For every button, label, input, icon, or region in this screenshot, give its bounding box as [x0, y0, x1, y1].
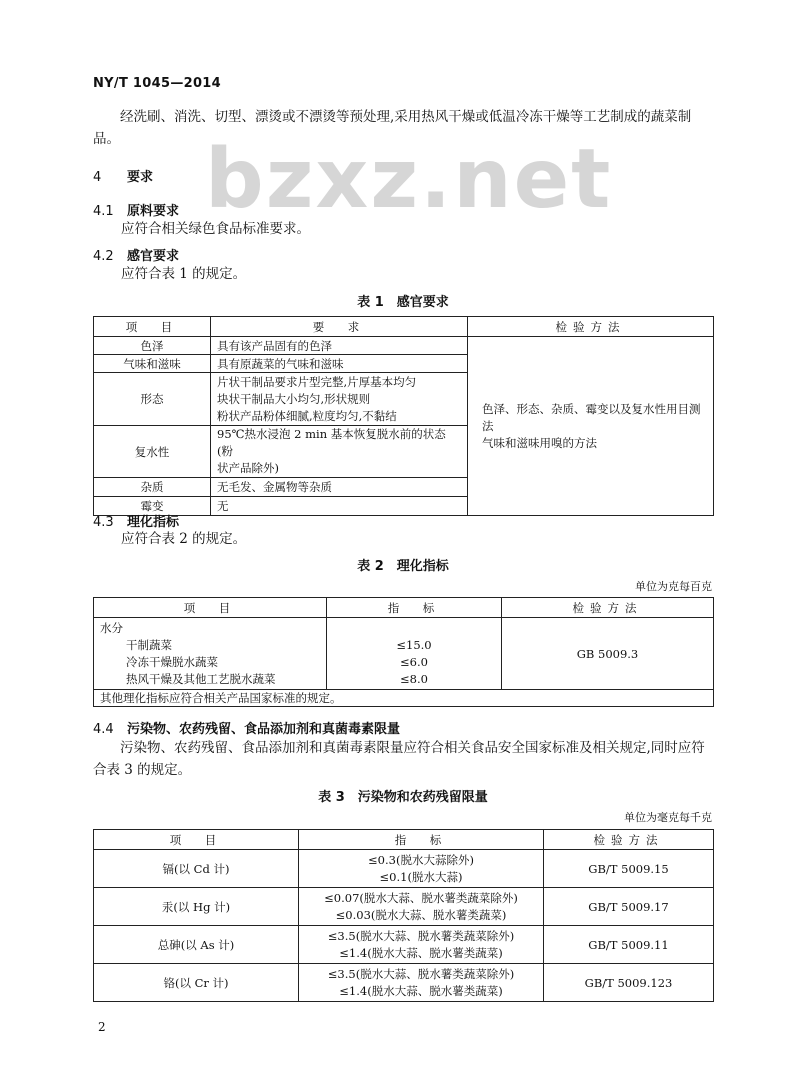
t3-row-method: GB/T 5009.17	[544, 888, 714, 926]
table-3-caption: 表 3 污染物和农药残留限量	[318, 790, 488, 805]
t2-moisture-values: ≤15.0 ≤6.0 ≤8.0	[327, 618, 502, 690]
t1-row-item: 形态	[94, 373, 211, 426]
section-4-3-heading: 4.3 理化指标	[93, 515, 180, 530]
t3-row-method: GB/T 5009.15	[544, 850, 714, 888]
t1-row-req: 片状干制品要求片型完整,片厚基本均匀 块状干制品大小均匀,形状规则 粉状产品粉体细腻,粒度均匀,不黏结	[211, 373, 468, 426]
t1-row-req: 无	[211, 497, 468, 516]
t1-row-item: 复水性	[94, 426, 211, 478]
table-1-caption: 表 1 感官要求	[357, 295, 449, 310]
t3-header-method: 检验方法	[544, 830, 714, 850]
t2-note: 其他理化指标应符合相关产品国家标准的规定。	[94, 690, 714, 707]
t1-row-item: 色泽	[94, 337, 211, 355]
table-3-contaminants	[93, 829, 714, 1002]
page-number: 2	[98, 1020, 106, 1034]
standard-number-header: NY/T 1045—2014	[93, 76, 221, 91]
t2-header-item: 项 目	[94, 598, 327, 618]
t1-row-item: 霉变	[94, 497, 211, 516]
section-4-4-heading: 4.4 污染物、农药残留、食品添加剂和真菌毒素限量	[93, 722, 401, 737]
table-2-physicochemical	[93, 597, 714, 707]
t1-row-item: 杂质	[94, 478, 211, 497]
t3-row-item: 镉(以 Cd 计)	[94, 850, 299, 888]
section-4-2-text: 应符合表 1 的规定。	[121, 266, 247, 282]
table-1-sensory	[93, 316, 714, 516]
t1-header-item: 项 目	[94, 317, 211, 337]
t3-row-item: 总砷(以 As 计)	[94, 926, 299, 964]
t2-moisture-items: 水分 干制蔬菜 冷冻干燥脱水蔬菜 热风干燥及其他工艺脱水蔬菜	[94, 618, 327, 690]
table-2-caption: 表 2 理化指标	[357, 559, 449, 574]
t3-row-values: ≤3.5(脱水大蒜、脱水薯类蔬菜除外) ≤1.4(脱水大蒜、脱水薯类蔬菜)	[299, 964, 544, 1002]
watermark: bzxz.net	[205, 132, 613, 227]
t2-header-value: 指 标	[327, 598, 502, 618]
t3-row-item: 铬(以 Cr 计)	[94, 964, 299, 1002]
t1-header-method: 检验方法	[468, 317, 714, 337]
section-4-1-text: 应符合相关绿色食品标准要求。	[121, 221, 310, 237]
t1-row-req: 无毛发、金属物等杂质	[211, 478, 468, 497]
t1-method-cell: 色泽、形态、杂质、霉变以及复水性用目测法 气味和滋味用嗅的方法	[468, 337, 714, 516]
t3-row-item: 汞(以 Hg 计)	[94, 888, 299, 926]
t1-row-req: 具有原蔬菜的气味和滋味	[211, 355, 468, 373]
t2-method-cell: GB 5009.3	[502, 618, 714, 690]
t3-row-values: ≤0.07(脱水大蒜、脱水薯类蔬菜除外) ≤0.03(脱水大蒜、脱水薯类蔬菜)	[299, 888, 544, 926]
t1-row-req: 具有该产品固有的色泽	[211, 337, 468, 355]
t3-row-method: GB/T 5009.11	[544, 926, 714, 964]
t3-header-item: 项 目	[94, 830, 299, 850]
section-4-2-heading: 4.2 感官要求	[93, 249, 180, 264]
section-4-1-heading: 4.1 原料要求	[93, 204, 180, 219]
t2-header-method: 检验方法	[502, 598, 714, 618]
t3-row-method: GB/T 5009.123	[544, 964, 714, 1002]
section-4-4-text: 污染物、农药残留、食品添加剂和真菌毒素限量应符合相关食品安全国家标准及相关规定,同时应符合表 3 的规定。	[93, 740, 705, 778]
section-4-heading: 4 要求	[93, 170, 154, 185]
section-4-3-text: 应符合表 2 的规定。	[121, 531, 247, 547]
t3-row-values: ≤0.3(脱水大蒜除外) ≤0.1(脱水大蒜)	[299, 850, 544, 888]
t1-header-req: 要 求	[211, 317, 468, 337]
t3-row-values: ≤3.5(脱水大蒜、脱水薯类蔬菜除外) ≤1.4(脱水大蒜、脱水薯类蔬菜)	[299, 926, 544, 964]
t1-row-req: 95℃热水浸泡 2 min 基本恢复脱水前的状态(粉 状产品除外)	[211, 426, 468, 478]
table-2-unit: 单位为克每百克	[635, 580, 712, 593]
table-3-unit: 单位为毫克每千克	[624, 811, 712, 824]
t3-header-value: 指 标	[299, 830, 544, 850]
intro-paragraph: 经洗刷、消洗、切型、漂烫或不漂烫等预处理,采用热风干燥或低温冷冻干燥等工艺制成的蔬菜制品。	[93, 109, 692, 147]
t1-row-item: 气味和滋味	[94, 355, 211, 373]
